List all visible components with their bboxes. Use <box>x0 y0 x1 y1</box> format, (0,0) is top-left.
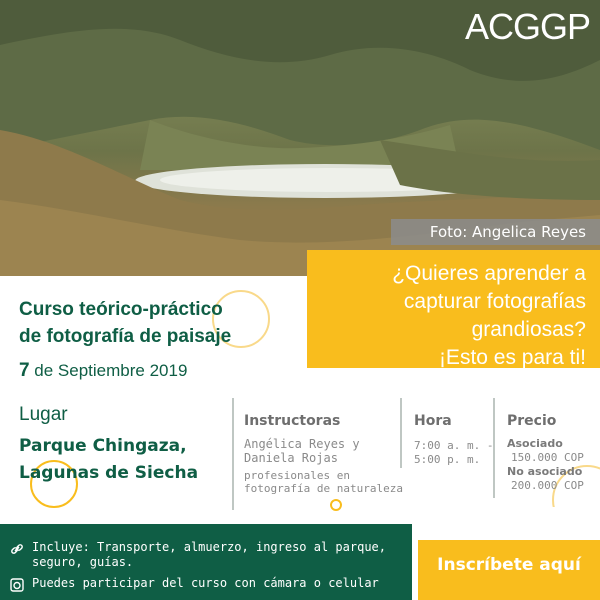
price-heading: Precio <box>507 413 557 429</box>
price-list <box>507 437 584 493</box>
schedule-times <box>414 439 493 467</box>
question-line-1: ¿Quieres aprender a <box>392 262 586 285</box>
course-title-line-2: de fotografía de paisaje <box>19 326 232 347</box>
course-title-line-1: Curso teórico-práctico <box>19 299 223 320</box>
location-line-1: Parque Chingaza, <box>19 436 187 456</box>
includes-text <box>32 540 386 570</box>
schedule-line-1: 7:00 a. m. - <box>414 439 494 452</box>
question-line-3: grandiosas? <box>471 318 586 341</box>
price-member-value: 150.000 COP <box>511 451 584 464</box>
hero-question-box <box>307 250 600 368</box>
camera-text: Puedes participar del curso con cámara o celular <box>32 576 379 590</box>
price-nonmember-label: No asociado <box>507 465 583 478</box>
price-member-label: Asociado <box>507 437 563 450</box>
course-date-rest: de Septiembre 2019 <box>29 361 188 380</box>
location-line-2: Lagunas de Siecha <box>19 463 199 483</box>
instructor-name-2: Daniela Rojas <box>244 451 338 465</box>
column-divider-2 <box>400 398 402 468</box>
link-icon <box>10 542 24 556</box>
camera-icon <box>10 578 24 592</box>
instructor-desc-1: profesionales en <box>244 469 350 482</box>
instructors-description <box>244 469 403 495</box>
includes-row <box>10 540 386 570</box>
register-button[interactable]: Inscríbete aquí <box>418 540 600 600</box>
instructors-heading: Instructoras <box>244 413 341 429</box>
acggp-logo: ACGGP <box>464 6 590 47</box>
question-line-4: ¡Esto es para ti! <box>438 346 586 369</box>
column-divider-1 <box>232 398 234 510</box>
includes-line-2: seguro, guías. <box>32 555 134 569</box>
camera-row <box>10 576 379 592</box>
question-line-2: capturar fotografías <box>403 290 586 313</box>
course-title <box>19 296 231 350</box>
location-value <box>19 433 198 487</box>
instructor-desc-2: fotografía de naturaleza <box>244 482 403 495</box>
instructor-name-1: Angélica Reyes y <box>244 437 360 451</box>
price-nonmember-value: 200.000 COP <box>511 479 584 492</box>
instructors-names <box>244 437 360 465</box>
course-date-day: 7 <box>19 360 30 381</box>
cta-spacer <box>418 507 600 540</box>
course-date <box>19 360 187 382</box>
photo-credit: Foto: Angelica Reyes <box>391 219 600 245</box>
location-label: Lugar <box>19 404 68 425</box>
schedule-heading: Hora <box>414 413 452 429</box>
includes-line-1: Incluye: Transporte, almuerzo, ingreso al parque, <box>32 540 387 554</box>
includes-banner <box>0 524 412 600</box>
decor-dot <box>330 499 342 511</box>
schedule-line-2: 5:00 p. m. <box>414 453 481 466</box>
